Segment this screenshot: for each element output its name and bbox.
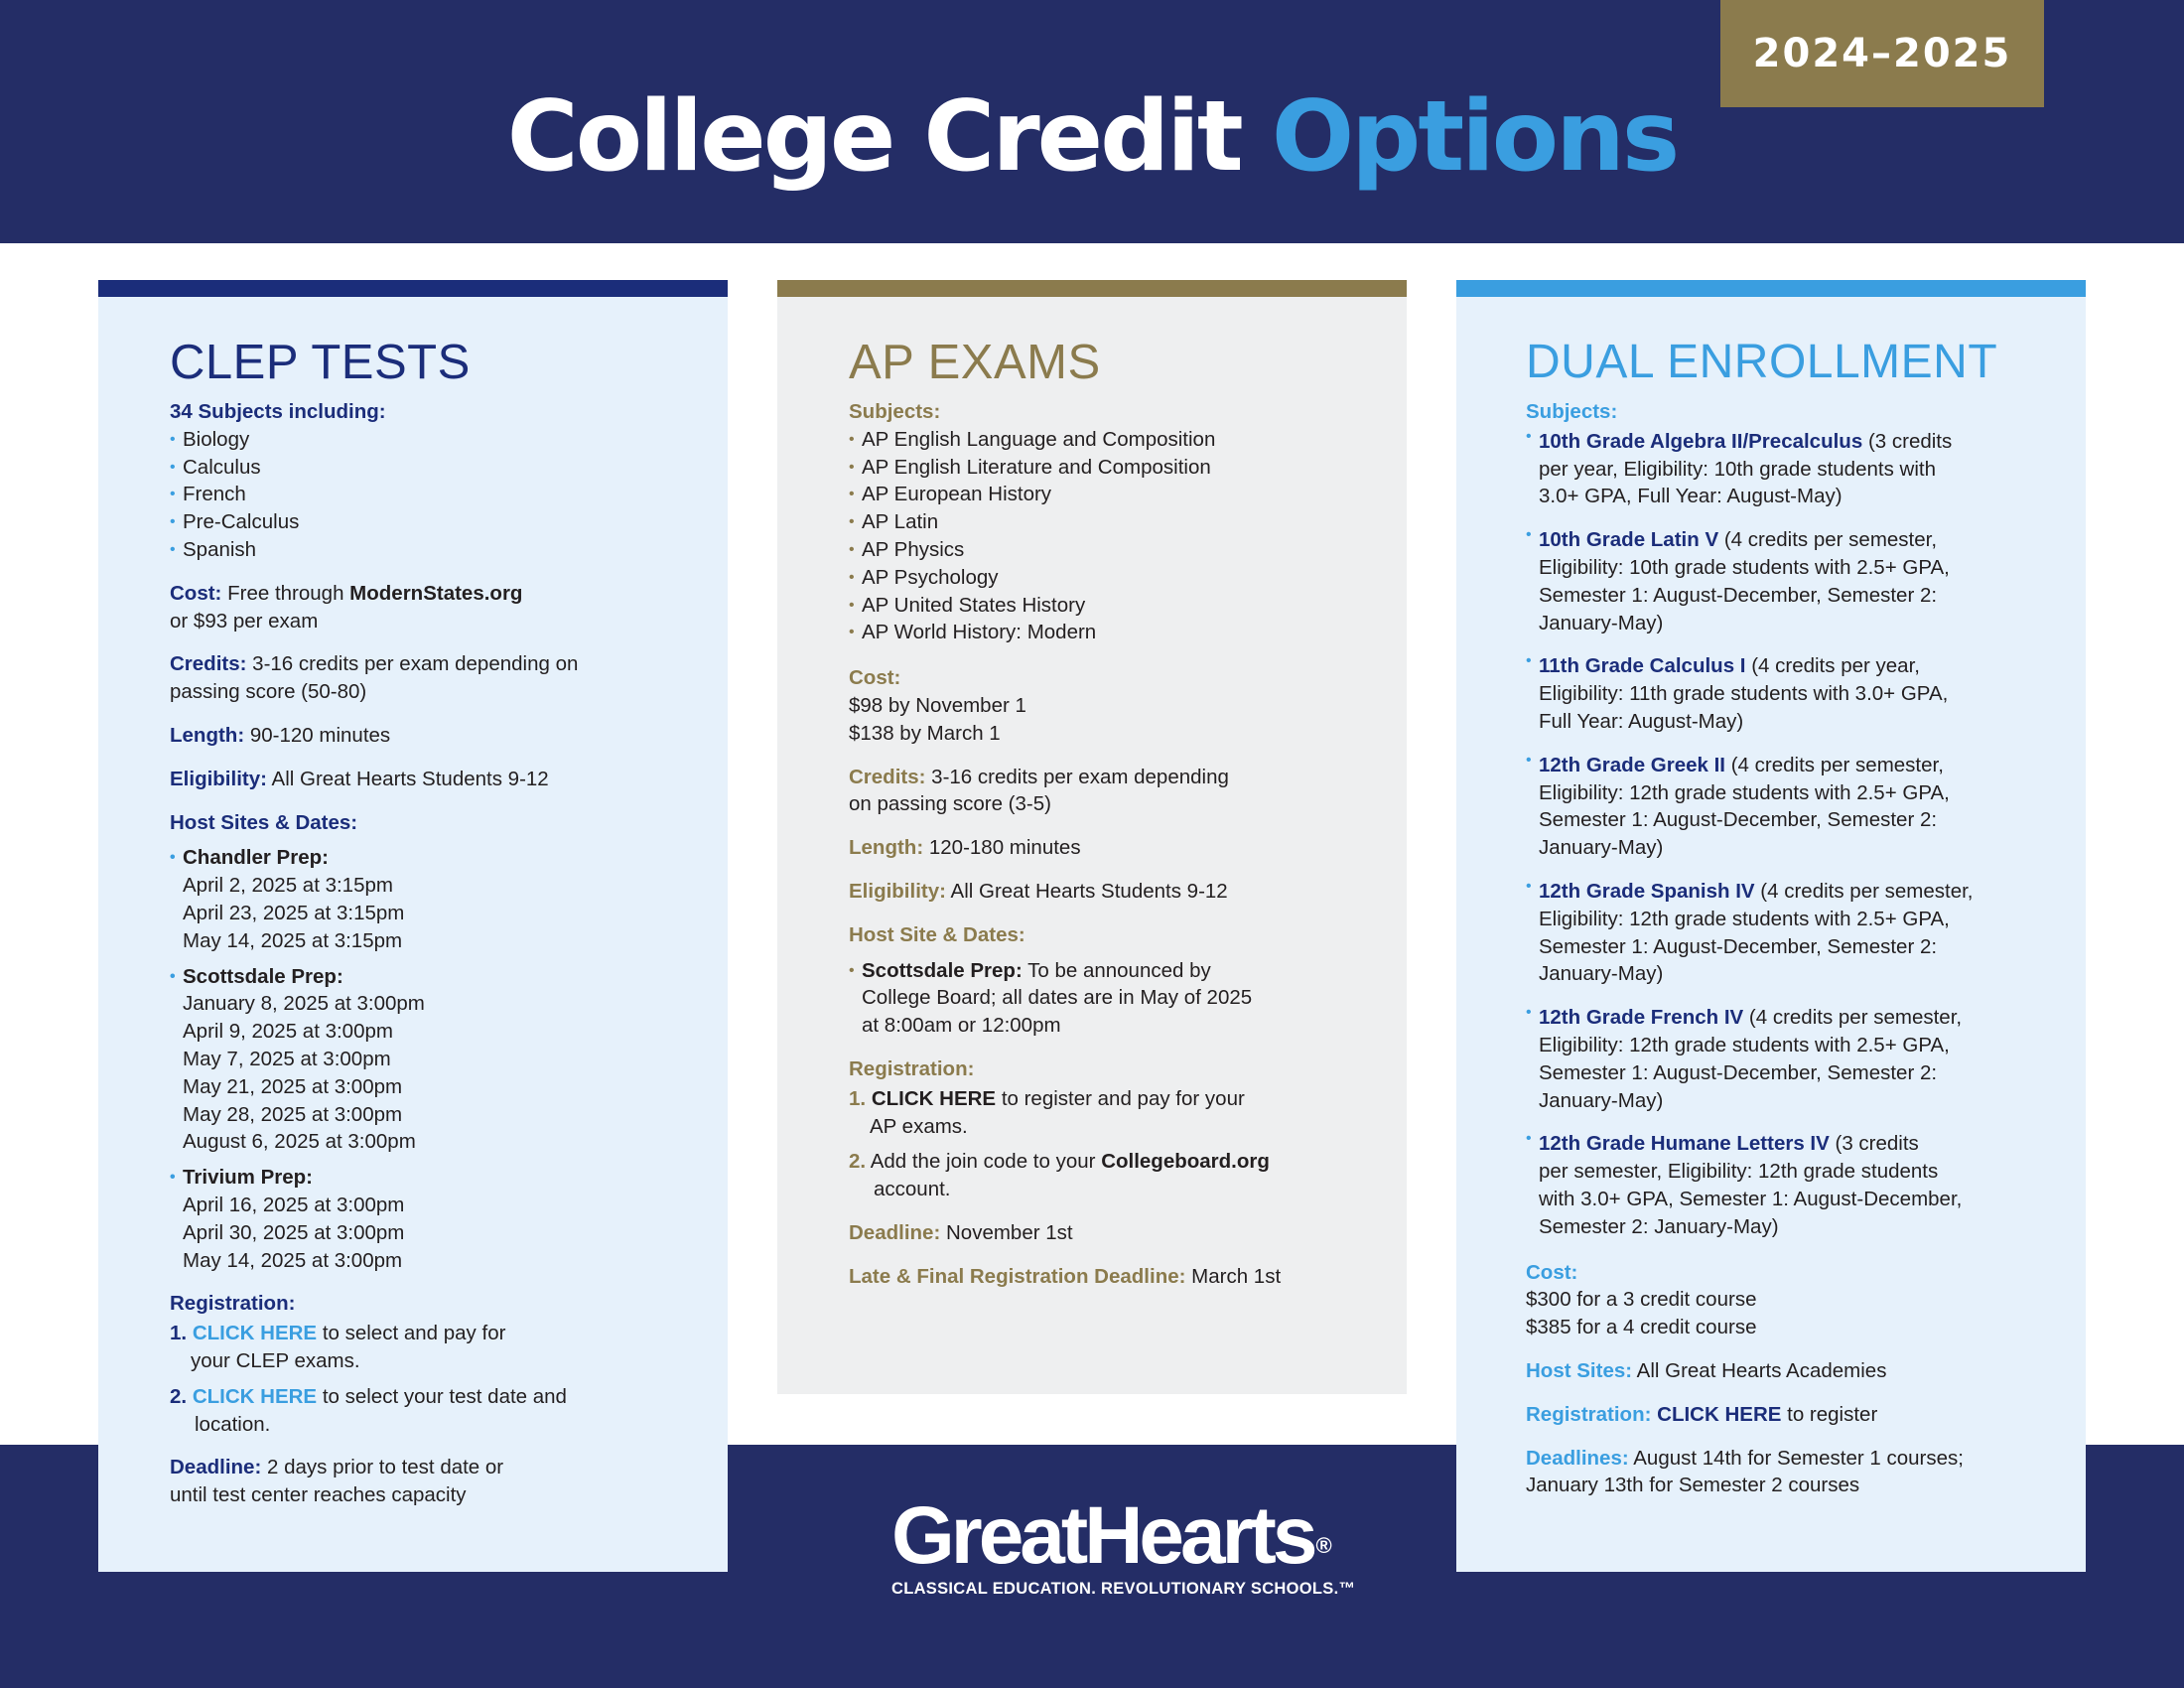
clep-date-link[interactable]: CLICK HERE xyxy=(192,1384,318,1408)
course-detail: January-May) xyxy=(1539,611,1664,634)
ap-cost-label: Cost: xyxy=(849,666,901,690)
course-detail: January-May) xyxy=(1539,1088,1664,1112)
course-detail: (4 credits per semester, xyxy=(1723,528,1938,552)
site-date: January 8, 2025 at 3:00pm xyxy=(183,992,425,1016)
list-item: • Spanish xyxy=(170,536,728,564)
course-detail: Eligibility: 12th grade students with 2.5+ GPA, xyxy=(1539,780,1950,804)
clep-panel xyxy=(98,280,728,1572)
ap-credits-text: 3-16 credits per exam depending xyxy=(931,765,1229,788)
ap-late-deadline xyxy=(849,1263,1407,1291)
de-host-value: All Great Hearts Academies xyxy=(1636,1358,1887,1382)
clep-heading: CLEP TESTS xyxy=(170,336,471,389)
ap-host-site xyxy=(849,957,1407,1040)
ap-subjects-label: Subjects: xyxy=(849,400,941,423)
logo-tagline: CLASSICAL EDUCATION. REVOLUTIONARY SCHOOLS.™ xyxy=(891,1580,1356,1598)
course-name: 12th Grade Greek II xyxy=(1539,753,1726,776)
ap-host-label: Host Site & Dates: xyxy=(849,922,1025,946)
site-name: • Chandler Prep: xyxy=(170,844,728,872)
de-deadlines xyxy=(1526,1445,2086,1500)
de-registration xyxy=(1526,1401,2086,1429)
course-detail: (4 credits per semester, xyxy=(1748,1006,1963,1030)
course-detail: Full Year: August-May) xyxy=(1539,709,1744,733)
step-text-2: your CLEP exams. xyxy=(191,1348,360,1372)
course-name: 10th Grade Algebra II/Precalculus xyxy=(1539,429,1863,453)
course-detail: Eligibility: 11th grade students with 3.0+ GPA, xyxy=(1539,682,1949,706)
ap-registration-label: Registration: xyxy=(849,1056,975,1080)
de-deadlines-text: August 14th for Semester 1 courses; xyxy=(1633,1446,1964,1470)
site-date: April 2, 2025 at 3:15pm xyxy=(183,874,393,898)
year-badge: 2024–2025 xyxy=(1720,0,2044,107)
host-text-3: at 8:00am or 12:00pm xyxy=(862,1014,1061,1038)
course-detail: per semester, Eligibility: 12th grade students xyxy=(1539,1160,1939,1184)
clep-top-stripe xyxy=(98,280,728,297)
clep-subjects-label: 34 Subjects including: xyxy=(170,400,386,423)
de-top-stripe xyxy=(1456,280,2086,297)
clep-cost-text: Free through xyxy=(227,581,344,605)
clep-length-label: Length: xyxy=(170,723,245,747)
ap-cost-line: $138 by March 1 xyxy=(849,721,1001,745)
ap-late-value: March 1st xyxy=(1191,1264,1282,1288)
clep-pay-link[interactable]: CLICK HERE xyxy=(192,1322,318,1345)
clep-eligibility-value: All Great Hearts Students 9-12 xyxy=(271,767,549,790)
list-item: • Pre-Calculus xyxy=(170,508,728,536)
logo-wordmark: GreatHearts xyxy=(891,1490,1314,1581)
course-detail: Eligibility: 12th grade students with 2.5+ GPA, xyxy=(1539,907,1950,930)
de-host-label: Host Sites: xyxy=(1526,1358,1633,1382)
ap-cost-line: $98 by November 1 xyxy=(849,693,1026,717)
site-date: August 6, 2025 at 3:00pm xyxy=(183,1130,416,1154)
clep-eligibility xyxy=(170,766,728,793)
ap-register-link[interactable]: CLICK HERE xyxy=(871,1086,997,1110)
clep-cost xyxy=(170,580,728,635)
clep-step-1 xyxy=(170,1320,728,1375)
course-detail: 3.0+ GPA, Full Year: August-May) xyxy=(1539,485,1843,508)
title-accent: Options xyxy=(1271,80,1678,194)
list-item xyxy=(1526,526,2086,636)
title-main: College Credit xyxy=(506,80,1241,194)
ap-cost xyxy=(849,664,1407,747)
course-detail: (4 credits per semester, xyxy=(1730,753,1944,776)
host-text-2: College Board; all dates are in May of 2025 xyxy=(862,986,1253,1010)
course-detail: Semester 1: August-December, Semester 2: xyxy=(1539,583,1938,607)
course-name: 10th Grade Latin V xyxy=(1539,528,1719,552)
dual-enrollment-panel xyxy=(1456,280,2086,1572)
course-detail: (4 credits per semester, xyxy=(1760,879,1974,903)
course-detail: with 3.0+ GPA, Semester 1: August-December, xyxy=(1539,1187,1963,1210)
clep-credits-text-2: passing score (50-80) xyxy=(170,680,367,704)
clep-deadline xyxy=(170,1454,728,1509)
list-item xyxy=(1526,652,2086,735)
ap-length xyxy=(849,834,1407,862)
list-item: • AP Latin xyxy=(849,508,1407,536)
de-registration-text: to register xyxy=(1787,1402,1878,1426)
site-date: April 9, 2025 at 3:00pm xyxy=(183,1020,393,1044)
ap-credits-label: Credits: xyxy=(849,765,926,788)
clep-step-2 xyxy=(170,1383,728,1439)
step-number: 2. xyxy=(170,1384,188,1408)
step-text: to select your test date and xyxy=(322,1384,567,1408)
clep-registration-label: Registration: xyxy=(170,1292,296,1316)
ap-late-label: Late & Final Registration Deadline: xyxy=(849,1264,1186,1288)
de-register-link[interactable]: CLICK HERE xyxy=(1657,1402,1782,1426)
ap-eligibility xyxy=(849,878,1407,906)
site-date: May 14, 2025 at 3:15pm xyxy=(183,928,403,952)
clep-deadline-text-2: until test center reaches capacity xyxy=(170,1483,467,1507)
step-text: Add the join code to your xyxy=(870,1150,1096,1174)
ap-step-2 xyxy=(849,1148,1407,1203)
course-detail: Semester 1: August-December, Semester 2: xyxy=(1539,808,1938,832)
clep-length xyxy=(170,722,728,750)
list-item: • AP World History: Modern xyxy=(849,619,1407,646)
step-text-2: location. xyxy=(195,1412,271,1436)
ap-credits xyxy=(849,764,1407,819)
list-item xyxy=(1526,1004,2086,1114)
ap-eligibility-label: Eligibility: xyxy=(849,879,946,903)
course-name: 12th Grade French IV xyxy=(1539,1006,1744,1030)
collegeboard-link[interactable]: Collegeboard.org xyxy=(1101,1150,1270,1174)
list-item xyxy=(1526,1130,2086,1240)
site-date: May 14, 2025 at 3:00pm xyxy=(183,1248,403,1272)
modernstates-link[interactable]: ModernStates.org xyxy=(349,581,523,605)
ap-heading: AP EXAMS xyxy=(849,336,1101,389)
list-item: • AP United States History xyxy=(849,592,1407,620)
clep-subject-list xyxy=(170,426,728,564)
clep-credits xyxy=(170,650,728,706)
clep-host-label: Host Sites & Dates: xyxy=(170,810,358,834)
list-item: • AP Psychology xyxy=(849,564,1407,592)
de-registration-label: Registration: xyxy=(1526,1402,1652,1426)
step-text: to register and pay for your xyxy=(1001,1086,1245,1110)
course-detail: Eligibility: 10th grade students with 2.5+ GPA, xyxy=(1539,555,1950,579)
list-item xyxy=(1526,428,2086,510)
site-date: April 16, 2025 at 3:00pm xyxy=(183,1193,405,1216)
de-deadlines-label: Deadlines: xyxy=(1526,1446,1629,1470)
step-number: 1. xyxy=(849,1086,867,1110)
ap-deadline xyxy=(849,1219,1407,1247)
step-number: 1. xyxy=(170,1322,188,1345)
site-name: • Trivium Prep: xyxy=(170,1164,728,1192)
ap-credits-text-2: on passing score (3-5) xyxy=(849,792,1051,816)
list-item: • AP Physics xyxy=(849,536,1407,564)
clep-length-value: 90-120 minutes xyxy=(249,723,391,747)
site-date: April 23, 2025 at 3:15pm xyxy=(183,901,405,924)
step-text: to select and pay for xyxy=(322,1322,506,1345)
step-number: 2. xyxy=(849,1150,867,1174)
de-cost-line: $385 for a 4 credit course xyxy=(1526,1316,1757,1339)
de-course-list xyxy=(1526,428,2086,1241)
course-detail: (3 credits xyxy=(1835,1132,1919,1156)
ap-eligibility-value: All Great Hearts Students 9-12 xyxy=(950,879,1228,903)
ap-length-value: 120-180 minutes xyxy=(928,836,1081,860)
site-name: • Scottsdale Prep: xyxy=(170,963,728,991)
course-detail: Semester 1: August-December, Semester 2: xyxy=(1539,934,1938,958)
ap-subject-list xyxy=(849,426,1407,646)
de-subjects-label: Subjects: xyxy=(1526,400,1618,423)
site-date: May 28, 2025 at 3:00pm xyxy=(183,1102,403,1126)
clep-eligibility-label: Eligibility: xyxy=(170,767,267,790)
list-item: • French xyxy=(170,481,728,508)
list-item: • AP English Language and Composition xyxy=(849,426,1407,454)
course-detail: January-May) xyxy=(1539,836,1664,860)
registered-mark: ® xyxy=(1315,1533,1332,1558)
clep-credits-text: 3-16 credits per exam depending on xyxy=(252,652,579,676)
site-chandler xyxy=(170,844,728,954)
clep-deadline-label: Deadline: xyxy=(170,1456,262,1479)
course-name: 11th Grade Calculus I xyxy=(1539,654,1746,678)
course-detail: Semester 1: August-December, Semester 2: xyxy=(1539,1060,1938,1084)
course-detail: (3 credits xyxy=(1867,429,1953,453)
site-name: Scottsdale Prep: xyxy=(862,958,1023,982)
list-item: • Calculus xyxy=(170,454,728,482)
page-title xyxy=(0,81,2184,193)
list-item: • AP European History xyxy=(849,481,1407,508)
ap-deadline-value: November 1st xyxy=(945,1220,1073,1244)
site-date: May 7, 2025 at 3:00pm xyxy=(183,1047,391,1070)
course-detail: January-May) xyxy=(1539,962,1664,986)
course-name: 12th Grade Spanish IV xyxy=(1539,879,1755,903)
host-text: To be announced by xyxy=(1027,958,1211,982)
ap-length-label: Length: xyxy=(849,836,924,860)
de-heading: DUAL ENROLLMENT xyxy=(1526,336,1998,388)
site-trivium xyxy=(170,1164,728,1274)
ap-step-1 xyxy=(849,1085,1407,1141)
course-detail: (4 credits per year, xyxy=(1751,654,1920,678)
de-cost xyxy=(1526,1259,2086,1341)
site-date: May 21, 2025 at 3:00pm xyxy=(183,1074,403,1098)
list-item: • Biology xyxy=(170,426,728,454)
course-name: 12th Grade Humane Letters IV xyxy=(1539,1132,1830,1156)
course-detail: Semester 2: January-May) xyxy=(1539,1214,1779,1238)
clep-cost-alt: or $93 per exam xyxy=(170,609,319,633)
step-text-2: account. xyxy=(874,1178,951,1201)
de-host xyxy=(1526,1357,2086,1385)
list-item: • AP English Literature and Composition xyxy=(849,454,1407,482)
de-cost-line: $300 for a 3 credit course xyxy=(1526,1288,1757,1312)
ap-panel xyxy=(777,280,1407,1394)
de-cost-label: Cost: xyxy=(1526,1260,1578,1284)
clep-deadline-text: 2 days prior to test date or xyxy=(266,1456,504,1479)
clep-cost-label: Cost: xyxy=(170,581,222,605)
ap-top-stripe xyxy=(777,280,1407,297)
list-item xyxy=(1526,752,2086,862)
course-detail: per year, Eligibility: 10th grade students with xyxy=(1539,457,1936,481)
clep-credits-label: Credits: xyxy=(170,652,247,676)
list-item xyxy=(1526,878,2086,988)
site-date: April 30, 2025 at 3:00pm xyxy=(183,1220,405,1244)
ap-deadline-label: Deadline: xyxy=(849,1220,941,1244)
step-text-2: AP exams. xyxy=(870,1114,968,1138)
site-scottsdale xyxy=(170,963,728,1157)
de-deadlines-text-2: January 13th for Semester 2 courses xyxy=(1526,1474,1860,1497)
course-detail: Eligibility: 12th grade students with 2.5+ GPA, xyxy=(1539,1033,1950,1056)
great-hearts-logo xyxy=(891,1490,1356,1599)
